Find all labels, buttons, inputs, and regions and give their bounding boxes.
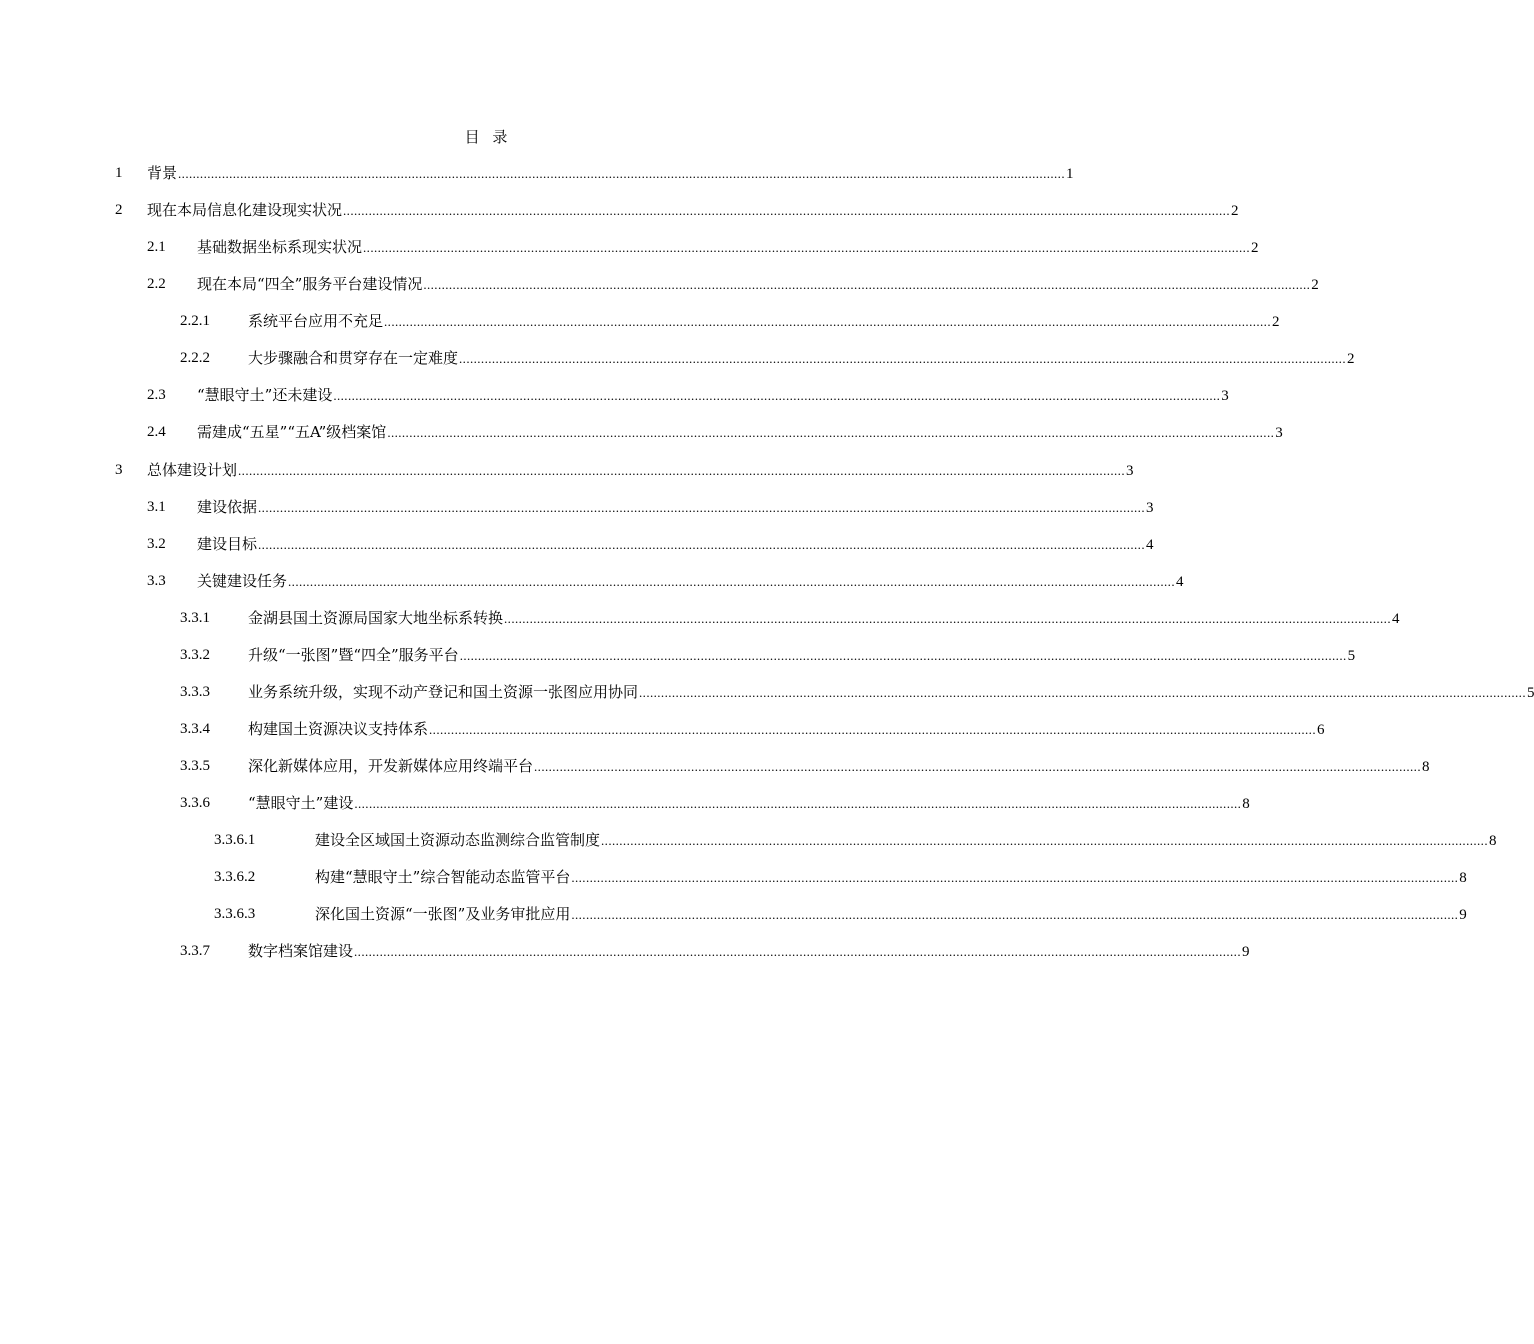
- toc-entry-line: [248, 941, 1250, 962]
- toc-entry-page: 3: [1125, 462, 1134, 479]
- toc-entry-page: 5: [1526, 684, 1534, 701]
- toc-entry[interactable]: [0, 756, 1430, 793]
- toc-entry-page: 2: [1230, 203, 1239, 220]
- toc-entry-line: [147, 200, 1239, 221]
- toc-entry-line: [197, 571, 1184, 592]
- toc-entry-number: 2.2.2: [180, 350, 210, 367]
- toc-entry-number: 3.1: [147, 498, 166, 515]
- toc-entry-title: 业务系统升级，实现不动产登记和国土资源一张图应用协同: [248, 682, 639, 701]
- toc-entry[interactable]: [0, 534, 1154, 571]
- toc-entry-title: 关键建设任务: [197, 571, 288, 590]
- toc-entry[interactable]: [0, 719, 1325, 756]
- dot-leader: ...................................................................................................................................................................................................................................................: [178, 166, 1065, 181]
- dot-leader: ...................................................................................................................................................................................................................................................: [384, 314, 1271, 330]
- dot-leader: ...................................................................................................................................................................................................................................................: [423, 277, 1311, 293]
- toc-entry-line: [197, 534, 1154, 555]
- toc-entry-title: 数字档案馆建设: [248, 942, 354, 961]
- dot-leader: ...................................................................................................................................................................................................................................................: [459, 647, 1347, 663]
- toc-entry-title: 深化国土资源“一张图”及业务审批应用: [315, 905, 571, 924]
- toc-entry-line: [197, 497, 1154, 518]
- toc-entry-line: [248, 719, 1325, 740]
- toc-entry-page: 9: [1459, 907, 1467, 924]
- toc-entry-title: 建设依据: [197, 497, 258, 516]
- toc-entry-page: 4: [1391, 610, 1400, 627]
- dot-leader: ...................................................................................................................................................................................................................................................: [571, 870, 1459, 886]
- toc-entry-number: 3.3.7: [180, 943, 210, 960]
- toc-entry[interactable]: [0, 237, 1259, 274]
- toc-entry-line: [248, 608, 1400, 629]
- toc-entry[interactable]: [0, 571, 1184, 608]
- toc-entry[interactable]: [0, 904, 1467, 941]
- toc-entry[interactable]: [0, 682, 1534, 719]
- dot-leader: ...................................................................................................................................................................................................................................................: [238, 462, 1125, 478]
- toc-entry[interactable]: [0, 941, 1250, 978]
- dot-leader: ...................................................................................................................................................................................................................................................: [601, 833, 1488, 849]
- toc-entry-number: 3.3.1: [180, 609, 210, 626]
- toc-entry-title: 建设目标: [197, 534, 258, 553]
- toc-entry-page: 6: [1316, 721, 1325, 738]
- dot-leader: ...................................................................................................................................................................................................................................................: [354, 796, 1242, 812]
- toc-entry[interactable]: [0, 422, 1283, 459]
- toc-entry-line: [248, 756, 1430, 777]
- toc-entry-line: [147, 460, 1134, 481]
- toc-entry-number: 3: [115, 461, 123, 478]
- dot-leader: ...................................................................................................................................................................................................................................................: [639, 684, 1526, 700]
- toc-entry-line: [248, 645, 1356, 666]
- toc-entry-title: 构建国土资源决议支持体系: [248, 719, 429, 738]
- dot-leader: ...................................................................................................................................................................................................................................................: [429, 721, 1316, 737]
- toc-entry-title: 基础数据坐标系现实状况: [197, 238, 363, 257]
- dot-leader: ...................................................................................................................................................................................................................................................: [571, 907, 1459, 923]
- toc-entry-number: 3.3.3: [180, 683, 210, 700]
- toc-entry-page: 2: [1250, 240, 1259, 257]
- toc-entry[interactable]: [0, 385, 1229, 422]
- toc-entry-page: 3: [1275, 425, 1283, 442]
- toc-entry-line: [248, 348, 1355, 369]
- toc-entry-line: [315, 904, 1467, 925]
- toc-entry-line: [197, 274, 1319, 295]
- toc-entry[interactable]: [0, 497, 1154, 534]
- toc-entry-title: 升级“一张图”暨“四全”服务平台: [248, 645, 459, 664]
- toc-entry-line: [248, 793, 1250, 814]
- toc-entry-line: [197, 237, 1259, 258]
- toc-entry-number: 3.3.6.3: [214, 906, 256, 923]
- toc-entry[interactable]: [0, 608, 1400, 645]
- dot-leader: ...................................................................................................................................................................................................................................................: [387, 425, 1275, 441]
- toc-entry[interactable]: [0, 830, 1497, 867]
- toc-entry-number: 3.3.6.2: [214, 869, 256, 886]
- toc-entry[interactable]: [0, 460, 1134, 497]
- toc-entry-number: 2.2: [147, 276, 166, 293]
- toc-entry-number: 2.3: [147, 387, 166, 404]
- toc-entry-page: 2: [1346, 351, 1355, 368]
- toc-entry[interactable]: [0, 348, 1355, 385]
- dot-leader: ...................................................................................................................................................................................................................................................: [288, 573, 1175, 589]
- toc-entry-line: [248, 311, 1280, 332]
- toc-entry-page: 3: [1221, 388, 1229, 405]
- toc-entry-title: “慧眼守土”建设: [248, 794, 354, 813]
- toc-entry-page: 4: [1175, 573, 1184, 590]
- toc-entry[interactable]: [0, 867, 1467, 904]
- toc-title: 目 录: [464, 128, 512, 146]
- dot-leader: ...................................................................................................................................................................................................................................................: [459, 351, 1346, 367]
- dot-leader: ...................................................................................................................................................................................................................................................: [534, 759, 1421, 774]
- toc-entry-number: 1: [115, 165, 123, 181]
- dot-leader: ...................................................................................................................................................................................................................................................: [504, 610, 1391, 626]
- toc-entry[interactable]: [0, 793, 1250, 830]
- dot-leader: ...................................................................................................................................................................................................................................................: [354, 944, 1241, 960]
- toc-entry-line: [248, 682, 1534, 703]
- toc-entry-title: 深化新媒体应用，开发新媒体应用终端平台: [248, 757, 534, 775]
- toc-entry-title: 现在本局“四全”服务平台建设情况: [197, 275, 423, 294]
- toc-entry-number: 3.3: [147, 572, 166, 589]
- toc-entry-line: [197, 422, 1283, 443]
- toc-entry-number: 3.3.6.1: [214, 832, 256, 849]
- toc-entry[interactable]: [0, 163, 1074, 200]
- toc-entry-title: 现在本局信息化建设现实状况: [147, 201, 343, 220]
- dot-leader: ...................................................................................................................................................................................................................................................: [258, 536, 1145, 552]
- toc-entry-page: 3: [1145, 499, 1154, 516]
- toc-entry-page: 1: [1065, 166, 1074, 182]
- toc-entry-title: 系统平台应用不充足: [248, 312, 384, 331]
- toc-entry-title: 建设全区域国土资源动态监测综合监管制度: [315, 831, 601, 850]
- toc-entry-page: 4: [1145, 536, 1154, 553]
- toc-entry-page: 8: [1421, 759, 1430, 775]
- toc-entry-title: “慧眼守土”还未建设: [197, 386, 333, 405]
- toc-entry[interactable]: [0, 645, 1356, 682]
- toc-entry-page: 8: [1459, 870, 1467, 887]
- toc-entry-number: 2: [115, 202, 123, 219]
- toc-entry-line: [147, 163, 1074, 184]
- toc-entry-number: 3.3.5: [180, 758, 210, 774]
- toc-entry-title: 总体建设计划: [147, 460, 238, 479]
- toc-entry-page: 5: [1347, 647, 1356, 664]
- toc-entry-number: 3.3.4: [180, 720, 210, 737]
- dot-leader: ...................................................................................................................................................................................................................................................: [258, 499, 1145, 515]
- toc-entry-page: 8: [1488, 833, 1497, 850]
- toc-entry-title: 大步骤融合和贯穿存在一定难度: [248, 349, 459, 368]
- toc-entry-title: 金湖县国土资源局国家大地坐标系转换: [248, 608, 504, 627]
- toc-entry-title: 背景: [147, 164, 178, 182]
- toc-list: [0, 163, 1534, 978]
- toc-entry-number: 2.2.1: [180, 313, 210, 330]
- toc-entry-number: 2.4: [147, 424, 166, 441]
- dot-leader: ...................................................................................................................................................................................................................................................: [363, 240, 1250, 256]
- toc-entry-page: 8: [1242, 796, 1250, 813]
- toc-entry-title: 构建“慧眼守土”综合智能动态监管平台: [315, 868, 571, 887]
- toc-entry-number: 3.3.2: [180, 646, 210, 663]
- toc-entry[interactable]: [0, 200, 1239, 237]
- toc-entry[interactable]: [0, 274, 1319, 311]
- toc-entry-page: 9: [1241, 944, 1250, 961]
- toc-entry-page: 2: [1311, 277, 1319, 294]
- toc-entry-line: [315, 867, 1467, 888]
- toc-entry-number: 3.3.6: [180, 795, 210, 812]
- toc-entry-number: 2.1: [147, 239, 166, 256]
- toc-entry[interactable]: [0, 311, 1280, 348]
- toc-entry-line: [315, 830, 1497, 851]
- dot-leader: ...................................................................................................................................................................................................................................................: [333, 388, 1221, 404]
- dot-leader: ...................................................................................................................................................................................................................................................: [343, 203, 1230, 219]
- toc-entry-page: 2: [1271, 314, 1280, 331]
- toc-entry-line: [197, 385, 1229, 406]
- toc-entry-number: 3.2: [147, 535, 166, 552]
- toc-entry-title: 需建成“五星”“五A”级档案馆: [197, 423, 387, 442]
